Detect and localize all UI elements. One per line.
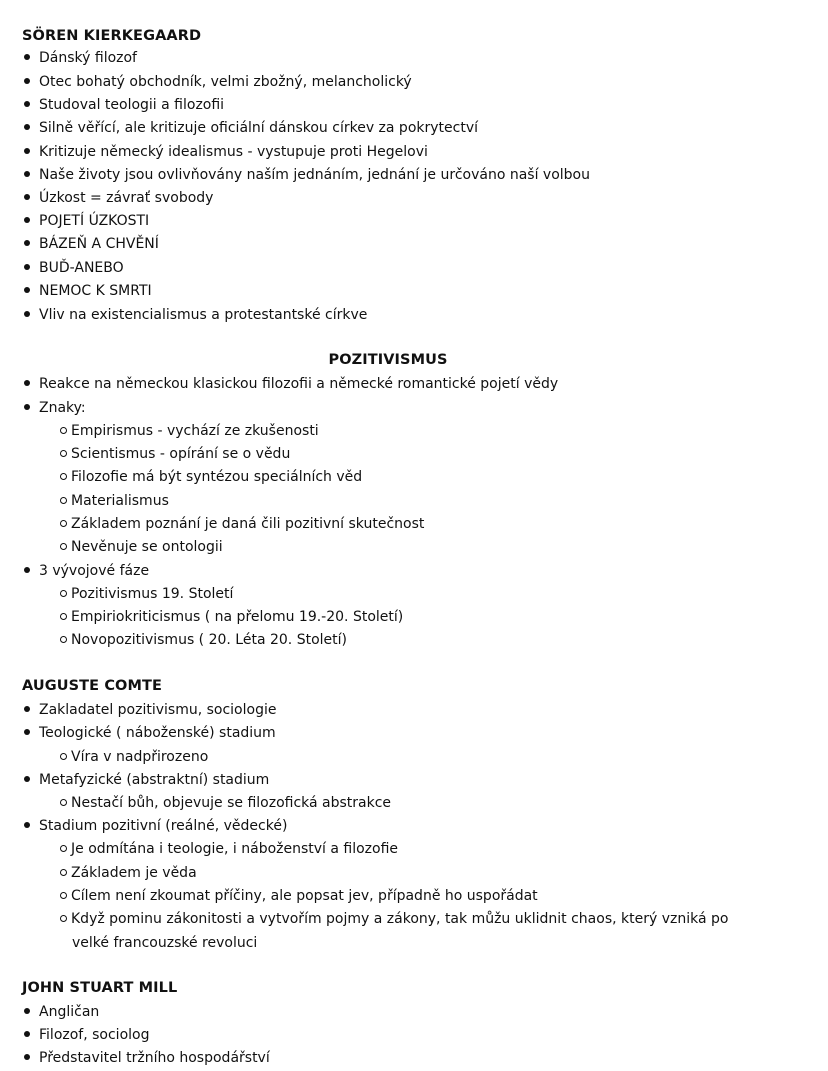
bullet-icon [24, 776, 30, 782]
circle-bullet-icon [60, 613, 67, 620]
section-title-pozitivismus: POZITIVISMUS [328, 352, 448, 368]
circle-bullet-icon [60, 543, 67, 550]
bullet-icon [24, 404, 30, 410]
list-item: NEMOC K SMRTI [22, 281, 152, 301]
sub-list-item: Filozofie má být syntézou speciálních věd [60, 467, 362, 487]
circle-bullet-icon [60, 915, 67, 922]
sub-list-item: Víra v nadpřirozeno [60, 747, 208, 767]
sub-list-item: Základem poznání je daná čili pozitivní skutečnost [60, 514, 424, 534]
list-item: Kritizuje německý idealismus - vystupuje proti Hegelovi [22, 142, 428, 162]
list-item: 3 vývojové fáze [22, 561, 149, 581]
circle-bullet-icon [60, 753, 67, 760]
sub-list-item: Nevěnuje se ontologii [60, 537, 223, 557]
circle-bullet-icon [60, 892, 67, 899]
list-item: Naše životy jsou ovlivňovány naším jednáním, jednání je určováno naší volbou [22, 165, 590, 185]
circle-bullet-icon [60, 450, 67, 457]
sub-list-item: Základem je věda [60, 863, 197, 883]
bullet-icon [24, 822, 30, 828]
list-item: Představitel tržního hospodářství [22, 1048, 270, 1068]
sub-list-item: Materialismus [60, 491, 169, 511]
sub-list-item: Nestačí bůh, objevuje se filozofická abstrakce [60, 793, 391, 813]
list-item: Zakladatel pozitivismu, sociologie [22, 700, 276, 720]
bullet-icon [24, 148, 30, 154]
section-title-kierkegaard: SÖREN KIERKEGAARD [22, 28, 202, 44]
bullet-icon [24, 101, 30, 107]
list-item: Filozof, sociolog [22, 1025, 149, 1045]
sub-list-item: Je odmítána i teologie, i náboženství a filozofie [60, 839, 398, 859]
list-item: Otec bohatý obchodník, velmi zbožný, melancholický [22, 72, 412, 92]
bullet-icon [24, 1054, 30, 1060]
sub-list-item: Cílem není zkoumat příčiny, ale popsat jev, případně ho uspořádat [60, 886, 538, 906]
list-item: Metafyzické (abstraktní) stadium [22, 770, 269, 790]
bullet-icon [24, 78, 30, 84]
list-item: Silně věřící, ale kritizuje oficiální dánskou církev za pokrytectví [22, 118, 478, 138]
circle-bullet-icon [60, 636, 67, 643]
list-item: Stadium pozitivní (reálné, vědecké) [22, 816, 287, 836]
circle-bullet-icon [60, 590, 67, 597]
section-title-comte: AUGUSTE COMTE [22, 678, 163, 694]
bullet-icon [24, 311, 30, 317]
bullet-icon [24, 1031, 30, 1037]
sub-list-item: Když pominu zákonitosti a vytvořím pojmy a zákony, tak můžu uklidnit chaos, který vzniká po [60, 909, 728, 929]
circle-bullet-icon [60, 497, 67, 504]
bullet-icon [24, 729, 30, 735]
bullet-icon [24, 124, 30, 130]
bullet-icon [24, 706, 30, 712]
list-item: BÁZEŇ A CHVĚNÍ [22, 234, 159, 254]
bullet-icon [24, 567, 30, 573]
circle-bullet-icon [60, 520, 67, 527]
list-item: Angličan [22, 1002, 99, 1022]
bullet-icon [24, 171, 30, 177]
bullet-icon [24, 1008, 30, 1014]
circle-bullet-icon [60, 845, 67, 852]
sub-list-item: Empiriokriticismus ( na přelomu 19.-20. Století) [60, 607, 403, 627]
list-item: POJETÍ ÚZKOSTI [22, 211, 149, 231]
bullet-icon [24, 240, 30, 246]
sub-list-item: Empirismus - vychází ze zkušenosti [60, 421, 319, 441]
circle-bullet-icon [60, 799, 67, 806]
bullet-icon [24, 380, 30, 386]
bullet-icon [24, 194, 30, 200]
list-item: Studoval teologii a filozofii [22, 95, 224, 115]
circle-bullet-icon [60, 427, 67, 434]
list-item: Dánský filozof [22, 48, 137, 68]
circle-bullet-icon [60, 473, 67, 480]
sub-list-item-continuation: velké francouzské revoluci [72, 935, 258, 951]
circle-bullet-icon [60, 869, 67, 876]
list-item: Znaky: [22, 398, 86, 418]
list-item: Reakce na německou klasickou filozofii a německé romantické pojetí vědy [22, 374, 558, 394]
list-item: Vliv na existencialismus a protestantské církve [22, 305, 367, 325]
bullet-icon [24, 54, 30, 60]
list-item: Úzkost = závrať svobody [22, 188, 213, 208]
list-item: BUĎ-ANEBO [22, 258, 124, 278]
sub-list-item: Pozitivismus 19. Století [60, 584, 233, 604]
bullet-icon [24, 287, 30, 293]
sub-list-item: Novopozitivismus ( 20. Léta 20. Století) [60, 630, 347, 650]
section-title-mill: JOHN STUART MILL [22, 980, 178, 996]
list-item: Teologické ( náboženské) stadium [22, 723, 276, 743]
bullet-icon [24, 217, 30, 223]
sub-list-item: Scientismus - opírání se o vědu [60, 444, 290, 464]
bullet-icon [24, 264, 30, 270]
